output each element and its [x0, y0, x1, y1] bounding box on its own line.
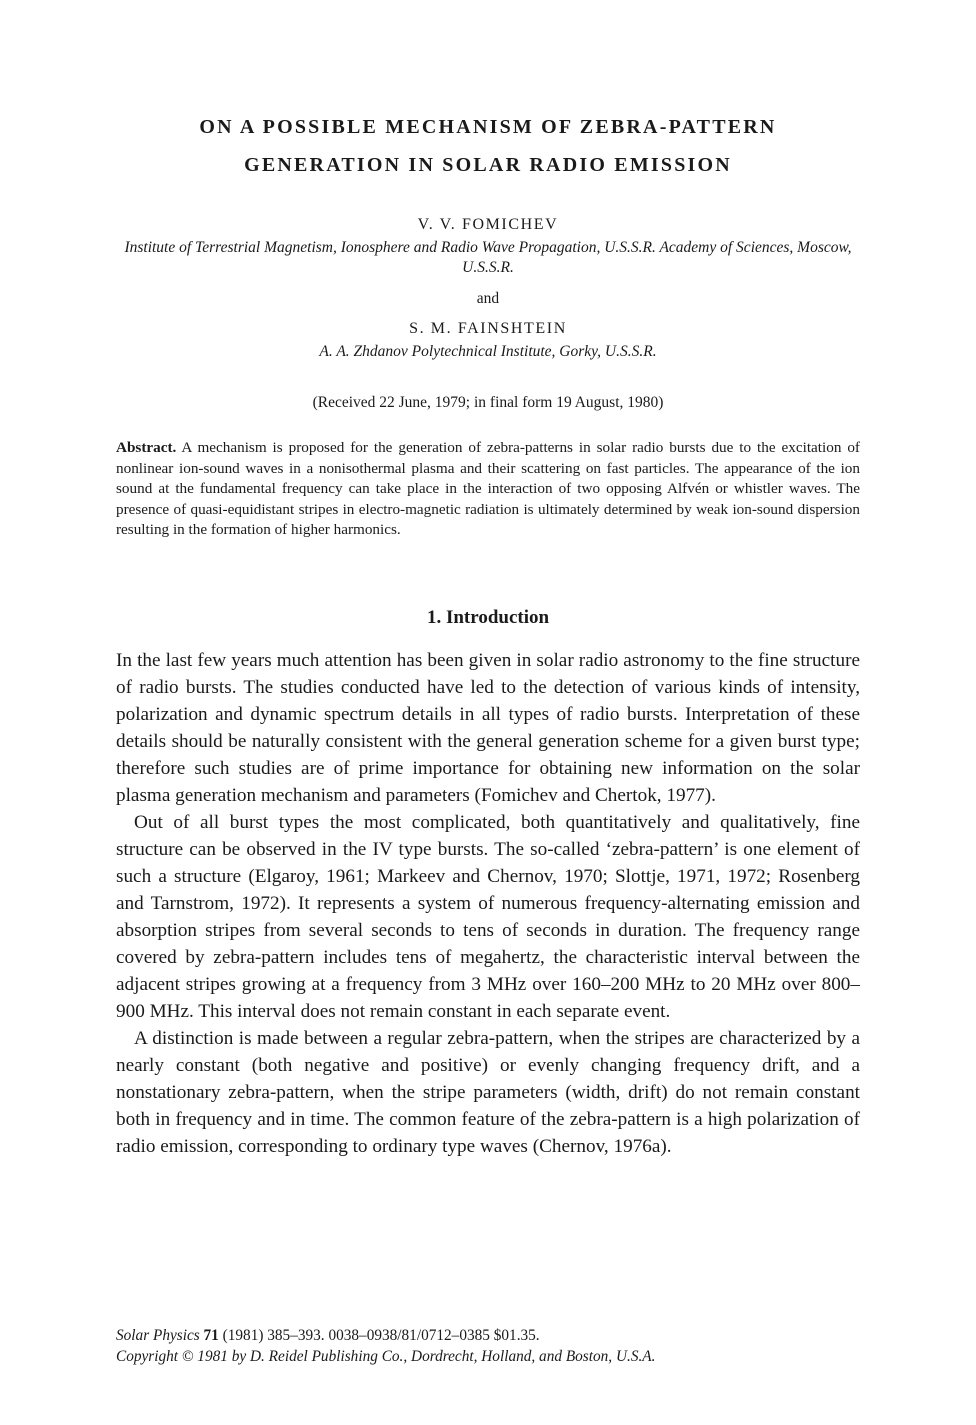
- abstract-text: A mechanism is proposed for the generation of zebra-patterns in solar radio bursts due to the excitation of nonlinear ion-sound waves in a nonisothermal plasma and their scattering on fast particles. The appearance of the ion sound at the fundamental frequency can take place in the interaction of two opposing Alfvén or whistler waves. The presence of quasi-equidistant stripes in electro-magnetic radiation is ultimately determined by weak ion-sound dispersion resulting in the formation of higher harmonics.: [116, 439, 860, 538]
- page-footer: [116, 1325, 860, 1367]
- citation-details: (1981) 385–393. 0038–0938/81/0712–0385 $01.35.: [222, 1327, 540, 1344]
- section-body: [116, 647, 860, 1160]
- author-affiliation: A. A. Zhdanov Polytechnical Institute, Gorky, U.S.S.R.: [319, 343, 657, 360]
- author-conjunction: and: [476, 290, 500, 307]
- copyright-notice: Copyright © 1981 by D. Reidel Publishing Co., Dordrecht, Holland, and Boston, U.S.A.: [116, 1348, 656, 1365]
- abstract-label: Abstract.: [116, 439, 177, 456]
- journal-citation: [116, 1325, 860, 1346]
- section-heading: 1. Introduction: [426, 606, 550, 628]
- body-paragraph: Out of all burst types the most complicated, both quantitatively and qualitatively, fine structure can be observed in the IV type bursts. The so-called ‘zebra-pattern’ is one element of such a structure (Elgaroy, 1961; Markeev and Chernov, 1970; Slottje, 1971, 1972; Rosenberg and Tarnstrom, 1972). It represents a system of numerous frequency-alternating emission and absorption stripes from several seconds to tens of seconds in duration. The frequency range covered by zebra-pattern includes tens of megahertz, the characteristic interval between the adjacent stripes growing at a frequency from 3 MHz over 160–200 MHz to 20 MHz over 800–900 MHz. This interval does not remain constant in each separate event.: [116, 811, 860, 1022]
- title-line-1: ON A POSSIBLE MECHANISM OF ZEBRA-PATTERN: [199, 116, 777, 138]
- author-name: S. M. FAINSHTEIN: [409, 320, 567, 337]
- abstract: [116, 438, 860, 541]
- journal-volume: 71: [203, 1327, 219, 1344]
- body-paragraph: A distinction is made between a regular zebra-pattern, when the stripes are characterized by a nearly constant (both negative and positive) or evenly changing frequency drift, and a nonstationary zebra-pattern, when the stripe parameters (width, drift) do not remain constant both in frequency and in time. The common feature of the zebra-pattern is a high polarization of radio emission, corresponding to ordinary type waves (Chernov, 1976a).: [116, 1027, 860, 1157]
- journal-name: Solar Physics: [116, 1327, 200, 1344]
- body-paragraph: In the last few years much attention has been given in solar radio astronomy to the fine structure of radio bursts. The studies conducted have led to the detection of various kinds of intensity, polarization and dynamic spectrum details in all types of radio bursts. Interpretation of these details should be naturally consistent with the general generation scheme for a given burst type; therefore such studies are of prime importance for obtaining new information on the solar plasma generation mechanism and parameters (Fomichev and Chertok, 1977).: [116, 649, 860, 806]
- author-name: V. V. FOMICHEV: [417, 216, 559, 233]
- received-dates: (Received 22 June, 1979; in final form 19 August, 1980): [312, 394, 664, 411]
- paper-title: [116, 108, 860, 184]
- title-line-2: GENERATION IN SOLAR RADIO EMISSION: [244, 154, 732, 176]
- author-affiliation: Institute of Terrestrial Magnetism, Ionosphere and Radio Wave Propagation, U.S.S.R. Academy of Sciences, Moscow, U.S.S.R.: [124, 239, 852, 276]
